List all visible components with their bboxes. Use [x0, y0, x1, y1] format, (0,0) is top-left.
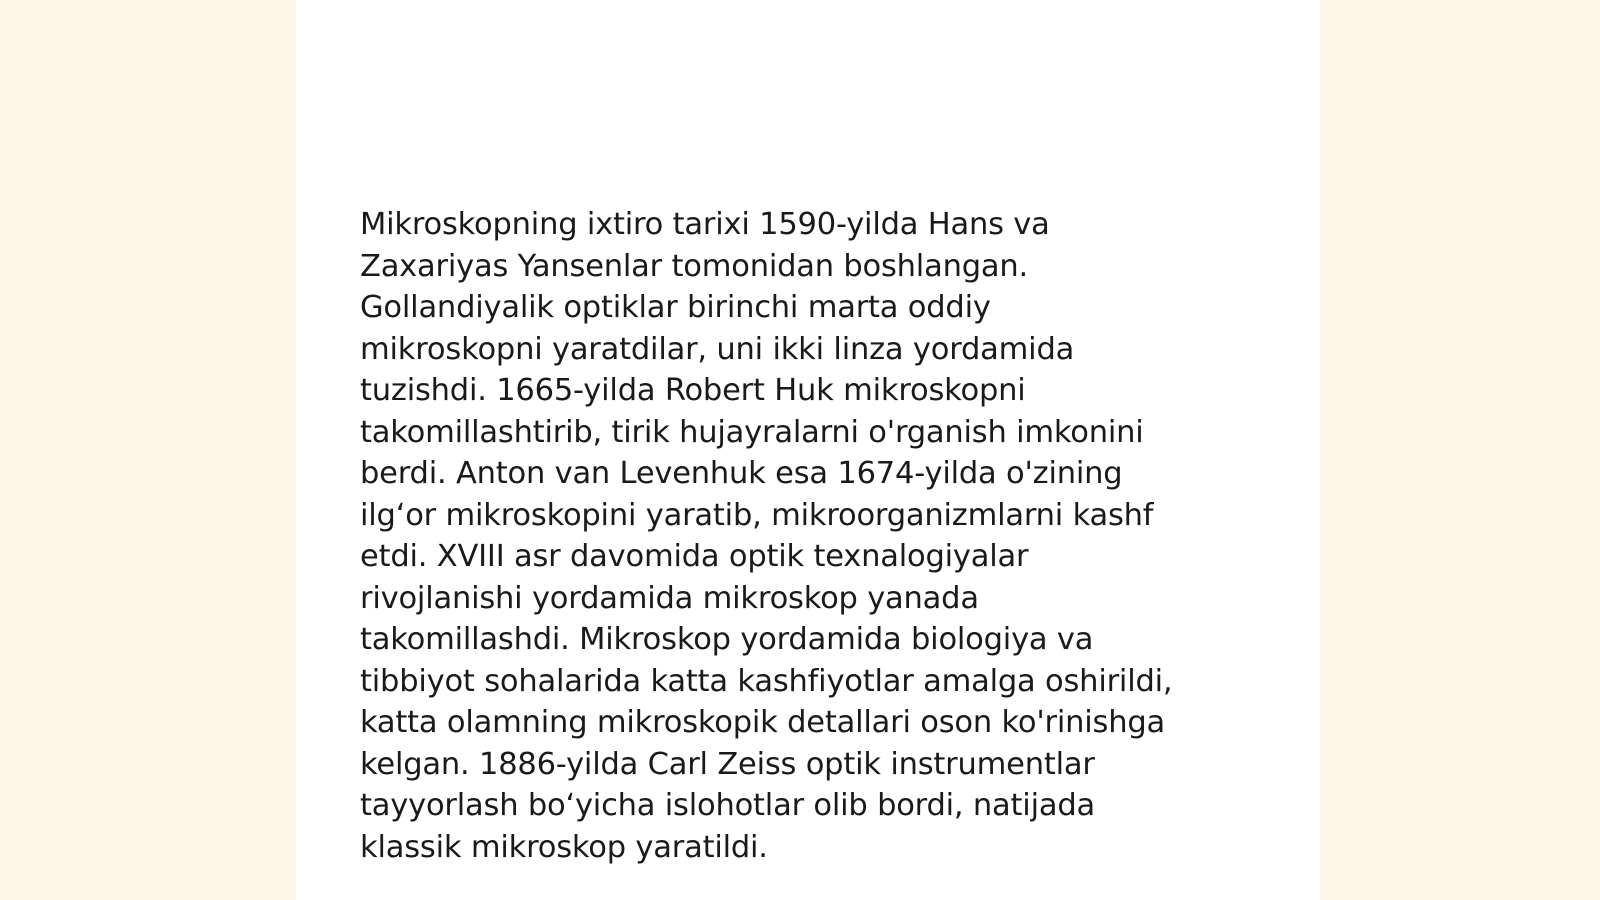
- paragraph-line: rivojlanishi yordamida mikroskop yanada: [360, 580, 979, 616]
- paragraph-line: tibbiyot sohalarida katta kashfiyotlar amalga oshirildi,: [360, 663, 1173, 699]
- body-paragraph: [360, 204, 1240, 868]
- paragraph-line: katta olamning mikroskopik detallari oson ko'rinishga: [360, 705, 1166, 740]
- paragraph-line: Zaxariyas Yansenlar tomonidan boshlangan.: [360, 248, 1028, 284]
- paragraph-line: mikroskopni yaratdilar, uni ikki linza yordamida: [360, 331, 1075, 367]
- paragraph-line: ilg‘or mikroskopini yaratib, mikroorganizmlarni kashf: [360, 497, 1154, 533]
- paragraph-line: klassik mikroskop yaratildi.: [360, 829, 768, 865]
- paragraph-line: berdi. Anton van Levenhuk esa 1674-yilda o'zining: [360, 456, 1123, 491]
- paragraph-line: tuzishdi. 1665-yilda Robert Huk mikroskopni: [360, 373, 1026, 408]
- paragraph-line: tayyorlash bo‘yicha islohotlar olib bordi, natijada: [360, 788, 1095, 823]
- paragraph-line: kelgan. 1886-yilda Carl Zeiss optik instrumentlar: [360, 746, 1095, 782]
- paragraph-line: takomillashdi. Mikroskop yordamida biologiya va: [360, 622, 1094, 657]
- paragraph-line: etdi. XVIII asr davomida optik texnalogiyalar: [360, 539, 1029, 574]
- slide-page: [296, 0, 1320, 900]
- paragraph-line: takomillashtirib, tirik hujayralarni o'rganish imkonini: [360, 414, 1144, 450]
- paragraph-line: Gollandiyalik optiklar birinchi marta oddiy: [360, 290, 991, 325]
- paragraph-line: Mikroskopning ixtiro tarixi 1590-yilda Hans va: [360, 207, 1050, 242]
